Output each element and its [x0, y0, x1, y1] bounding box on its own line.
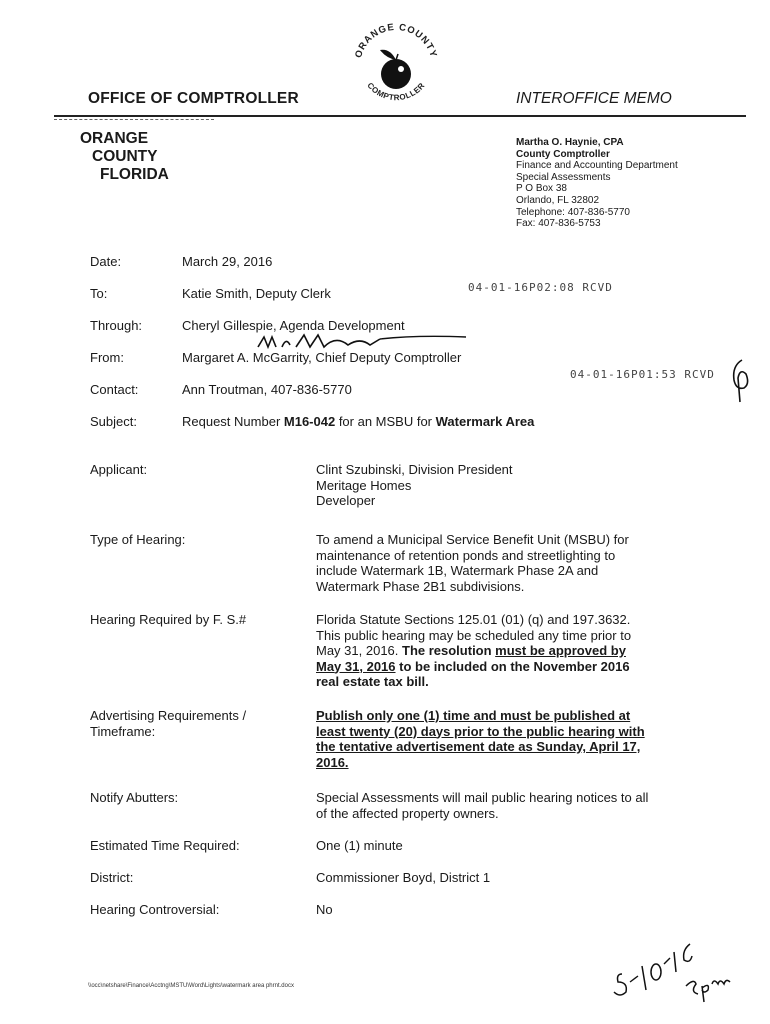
abutters-value [316, 790, 666, 821]
abutters-label: Notify Abutters: [90, 790, 179, 805]
hearing-required-line [316, 659, 666, 675]
advertising-label-line: Advertising Requirements / [90, 708, 247, 723]
tax-bill-text: to be included on the November 2016 [395, 658, 630, 674]
controversial-value: No [316, 902, 333, 917]
through-value: Cheryl Gillespie, Agenda Development [182, 318, 405, 333]
from-value: Margaret A. McGarrity, Chief Deputy Comptroller [182, 350, 462, 365]
through-label: Through: [90, 318, 143, 333]
abutters-line: Special Assessments will mail public hearing notices to all [316, 790, 649, 805]
orange-fruit-icon [380, 50, 411, 89]
hearing-type-line: maintenance of retention ponds and streetlighting to [316, 547, 616, 563]
office-header: OFFICE OF COMPTROLLER [88, 90, 299, 107]
estimated-time-label: Estimated Time Required: [90, 838, 240, 853]
header-subrule [54, 119, 214, 120]
svg-text:ORANGE COUNTY [353, 22, 439, 59]
to-label: To: [90, 286, 108, 301]
advertising-line: least twenty (20) days prior to the public hearing with [316, 723, 645, 739]
contact-label: Contact: [90, 382, 139, 397]
advertising-label [90, 708, 246, 739]
advertising-label-line: Timeframe: [90, 723, 156, 739]
resolution-text: The resolution [402, 643, 496, 658]
advertising-line: Publish only one (1) time and must be published at [316, 708, 631, 723]
received-stamp-2: 04-01-16P01:53 RCVD [570, 368, 715, 381]
controversial-label: Hearing Controversial: [90, 902, 220, 917]
contact-line: Orlando, FL 32802 [516, 194, 600, 206]
hearing-type-line: Watermark Phase 2B1 subdivisions. [316, 578, 525, 594]
tax-bill-text-end: real estate tax bill. [316, 674, 429, 689]
estimated-time-value: One (1) minute [316, 838, 403, 853]
subject-pre: Request Number [182, 414, 284, 429]
seal-text-top: ORANGE COUNTY [353, 21, 439, 60]
received-stamp-1: 04-01-16P02:08 RCVD [468, 281, 613, 294]
comptroller-contact-block [516, 137, 678, 230]
hearing-required-line [316, 674, 666, 690]
county-line-3: FLORIDA [100, 166, 169, 183]
memo-type-header: INTEROFFICE MEMO [516, 90, 672, 107]
comptroller-title: County Comptroller [516, 148, 610, 160]
date-label: Date: [90, 254, 122, 269]
seal-text-bottom: COMPTROLLER [365, 80, 427, 103]
subject-request-number: M16-042 [283, 414, 336, 429]
contact-line: P O Box 38 [516, 183, 567, 195]
contact-line: Telephone: 407-836-5770 [516, 206, 630, 218]
contact-line: Fax: 407-836-5753 [516, 218, 601, 230]
subject-area: Watermark Area [435, 414, 535, 429]
district-label: District: [90, 870, 134, 885]
comptroller-seal [346, 14, 446, 110]
applicant-line: Clint Szubinski, Division President [316, 462, 513, 477]
abutters-line: of the affected property owners. [316, 805, 499, 821]
applicant-line: Meritage Homes [316, 477, 412, 493]
hearing-required-line: Florida Statute Sections 125.01 (01) (q) and 197.3632. [316, 612, 631, 627]
hearing-type-line: include Watermark 1B, Watermark Phase 2A and [316, 563, 599, 578]
handwritten-date-note [612, 936, 752, 1006]
advertising-line: 2016. [316, 754, 349, 770]
to-value: Katie Smith, Deputy Clerk [182, 286, 331, 301]
contact-value: Ann Troutman, 407-836-5770 [182, 382, 352, 397]
contact-line: Finance and Accounting Department [516, 160, 678, 172]
comptroller-name: Martha O. Haynie, CPA [516, 137, 624, 148]
hearing-required-label: Hearing Required by F. S.# [90, 612, 247, 627]
hearing-required-value [316, 612, 666, 690]
county-line-2: COUNTY [92, 148, 158, 165]
contact-line: Special Assessments [516, 171, 611, 183]
applicant-label: Applicant: [90, 462, 148, 477]
hearing-required-line [316, 643, 666, 659]
header-rule [54, 115, 746, 117]
hearing-type-label: Type of Hearing: [90, 532, 186, 547]
advertising-line: the tentative advertisement date as Sunday, April 17, [316, 739, 641, 754]
approval-deadline: May 31, 2016 [316, 658, 396, 674]
must-be-approved-text: must be approved by [495, 643, 626, 658]
district-value: Commissioner Boyd, District 1 [316, 870, 491, 885]
subject-value [182, 414, 534, 429]
hearing-type-line: To amend a Municipal Service Benefit Unit (MSBU) for [316, 532, 629, 547]
file-path-footer: \\occ\netshare\Finance\Acctng\MSTU\Word\Lights\watermark area phrnt.docx [88, 983, 294, 989]
subject-mid: for an MSBU for [335, 414, 436, 429]
date-value: March 29, 2016 [182, 254, 273, 269]
county-line-1: ORANGE [80, 130, 149, 147]
hearing-type-value [316, 532, 666, 594]
applicant-line: Developer [316, 493, 376, 508]
hearing-required-line: This public hearing may be scheduled any time prior to [316, 627, 632, 643]
from-label: From: [90, 350, 124, 365]
subject-label: Subject: [90, 414, 137, 429]
handwritten-mark [730, 356, 752, 406]
required-date: May 31, 2016. [316, 643, 402, 658]
advertising-value [316, 708, 666, 770]
applicant-value [316, 462, 666, 509]
county-name [80, 130, 169, 184]
